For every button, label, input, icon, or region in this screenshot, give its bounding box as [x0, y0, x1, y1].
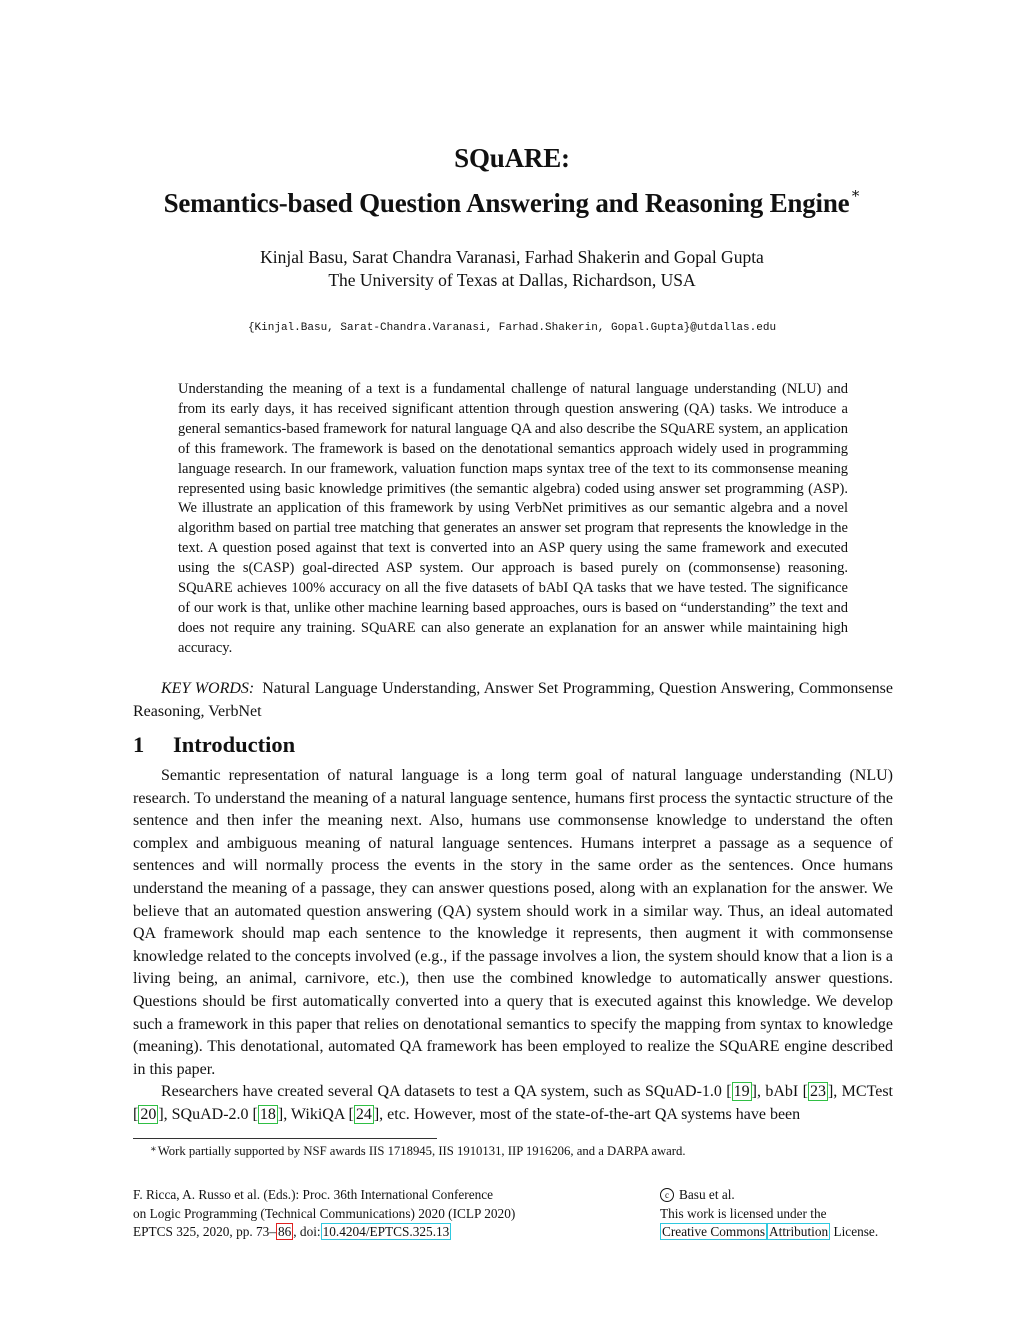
attribution-link[interactable]: Attribution: [769, 1224, 829, 1239]
citation-link[interactable]: 20: [140, 1105, 157, 1123]
abstract-text: Understanding the meaning of a text is a fundamental challenge of natural language understanding (NLU) and from its early days, it has received significant attention through question answering (QA) tasks. We introduce a general semantics-based framework for natural language QA and also describe the SQuARE system, an application of this framework. The framework is based on the denotational semantics approach widely used in programming language research. In our framework, valuation function maps syntax tree of the text to its commonsense meaning represented using basic knowledge primitives (the semantic algebra) coded using answer set programming (ASP). We illustrate an application of this framework by using VerbNet primitives as our semantic algebra and a novel algorithm based on partial tree matching that generates an answer set program that represents the knowledge in the text. A question posed against that text is converted into an ASP query using the same framework and executed using the s(CASP) goal-directed ASP system. Our approach is based purely on (commonsense) reasoning. SQuARE achieves 100% accuracy on all the five datasets of bAbI QA tasks that we have tested. The significance of our work is that, unlike other machine learning based approaches, ours is based on “understanding” the text and does not require any training. SQuARE can also generate an explanation for an answer while maintaining high accuracy.: [178, 381, 848, 656]
citation-link[interactable]: 19: [733, 1083, 750, 1101]
introduction-body: [133, 765, 893, 1127]
citation-link[interactable]: 18: [259, 1105, 276, 1123]
paper-title-line1: SQuARE:: [454, 143, 570, 173]
title-footnote-marker[interactable]: ∗: [850, 186, 861, 202]
last-page-link[interactable]: 86: [277, 1224, 292, 1239]
footnote: [150, 1141, 890, 1160]
license-info: [660, 1186, 900, 1242]
creative-commons-link[interactable]: Creative Commons: [662, 1224, 766, 1239]
license-link-line: Creative Commons Attribution License.: [662, 1224, 879, 1239]
author-list: Kinjal Basu, Sarat Chandra Varanasi, Farhad Shakerin and Gopal Gupta: [260, 247, 764, 267]
license-line: This work is licensed under the: [660, 1205, 827, 1221]
intro-paragraph-1: Semantic representation of natural language is a long term goal of natural language understanding (NLU) research. To understand the meaning of a natural language sentence, humans first process the syntactic structure of the sentence and then infer the meaning next. Also, humans use commonsense knowledge to understand the often complex and ambiguous meaning of natural language sentences. Humans interpret a passage as a sequence of sentences and will normally process the events in the story in the same order as the sentences. Once humans understand the meaning of a passage, they can answer questions posed, along with an explanation for the answer. We believe that an automated question answering (QA) system should work in a similar way. Thus, an ideal automated QA framework should map each sentence to the knowledge it represents, then augment it with commonsense knowledge related to the concepts involved (e.g., if the passage involves a lion, the system should know that a lion is a living being, an animal, carnivore, etc.), then use the combined knowledge to automatically answer questions. Questions should be first automatically converted into a query that is executed against this knowledge. We develop such a framework in this paper that relies on denotational semantics to specify the mapping from syntax to knowledge (meaning). This denotational, automated QA framework has been employed to realize the SQuARE engine described in this paper.: [133, 767, 893, 1078]
doi-link[interactable]: 10.4204/EPTCS.325.13: [322, 1224, 450, 1239]
footnote-text: Work partially supported by NSF awards IIS 1718945, IIS 1910131, IIP 1916206, and a DARPA award.: [157, 1144, 686, 1158]
copyright-icon: c: [660, 1188, 674, 1202]
section-heading-introduction: [133, 730, 295, 760]
copyright-line: c Basu et al.: [660, 1186, 900, 1205]
citation-link[interactable]: 23: [809, 1083, 826, 1101]
abstract: [178, 380, 848, 659]
footnote-divider: [133, 1138, 437, 1139]
affiliation: The University of Texas at Dallas, Richardson, USA: [328, 270, 696, 290]
citation-link[interactable]: 24: [355, 1105, 372, 1123]
keywords: [133, 678, 893, 723]
section-title: Introduction: [173, 732, 296, 757]
footnote-marker: ∗: [150, 1144, 157, 1155]
proceedings-line-1: F. Ricca, A. Russo et al. (Eds.): Proc. 36th International Conference: [133, 1187, 494, 1202]
intro-paragraph-2: Researchers have created several QA datasets to test a QA system, such as SQuAD-1.0 [ 19 ], bAbI [ 23 ], MCTest [ 20 ], SQuAD-2.0 [ 18 ], WikiQA [ 24 ], etc. However, most of the state-of-the-art QA systems have been: [133, 1083, 893, 1123]
keywords-label: KEY WORDS:: [161, 680, 255, 697]
author-emails: {Kinjal.Basu, Sarat-Chandra.Varanasi, Farhad.Shakerin, Gopal.Gupta}@utdallas.edu: [247, 322, 777, 334]
section-number: 1: [133, 732, 145, 757]
paper-title-line2: Semantics-based Question Answering and Reasoning Engine∗: [163, 186, 861, 218]
keywords-text: Natural Language Understanding, Answer Set Programming, Question Answering, Commonsense Reasoning, VerbNet: [133, 680, 893, 720]
proceedings-line-2: on Logic Programming (Technical Communications) 2020 (ICLP 2020): [133, 1205, 516, 1221]
proceedings-info: [133, 1186, 613, 1242]
proceedings-line-3: EPTCS 325, 2020, pp. 73– 86 , doi: 10.4204/EPTCS.325.13: [133, 1224, 450, 1239]
